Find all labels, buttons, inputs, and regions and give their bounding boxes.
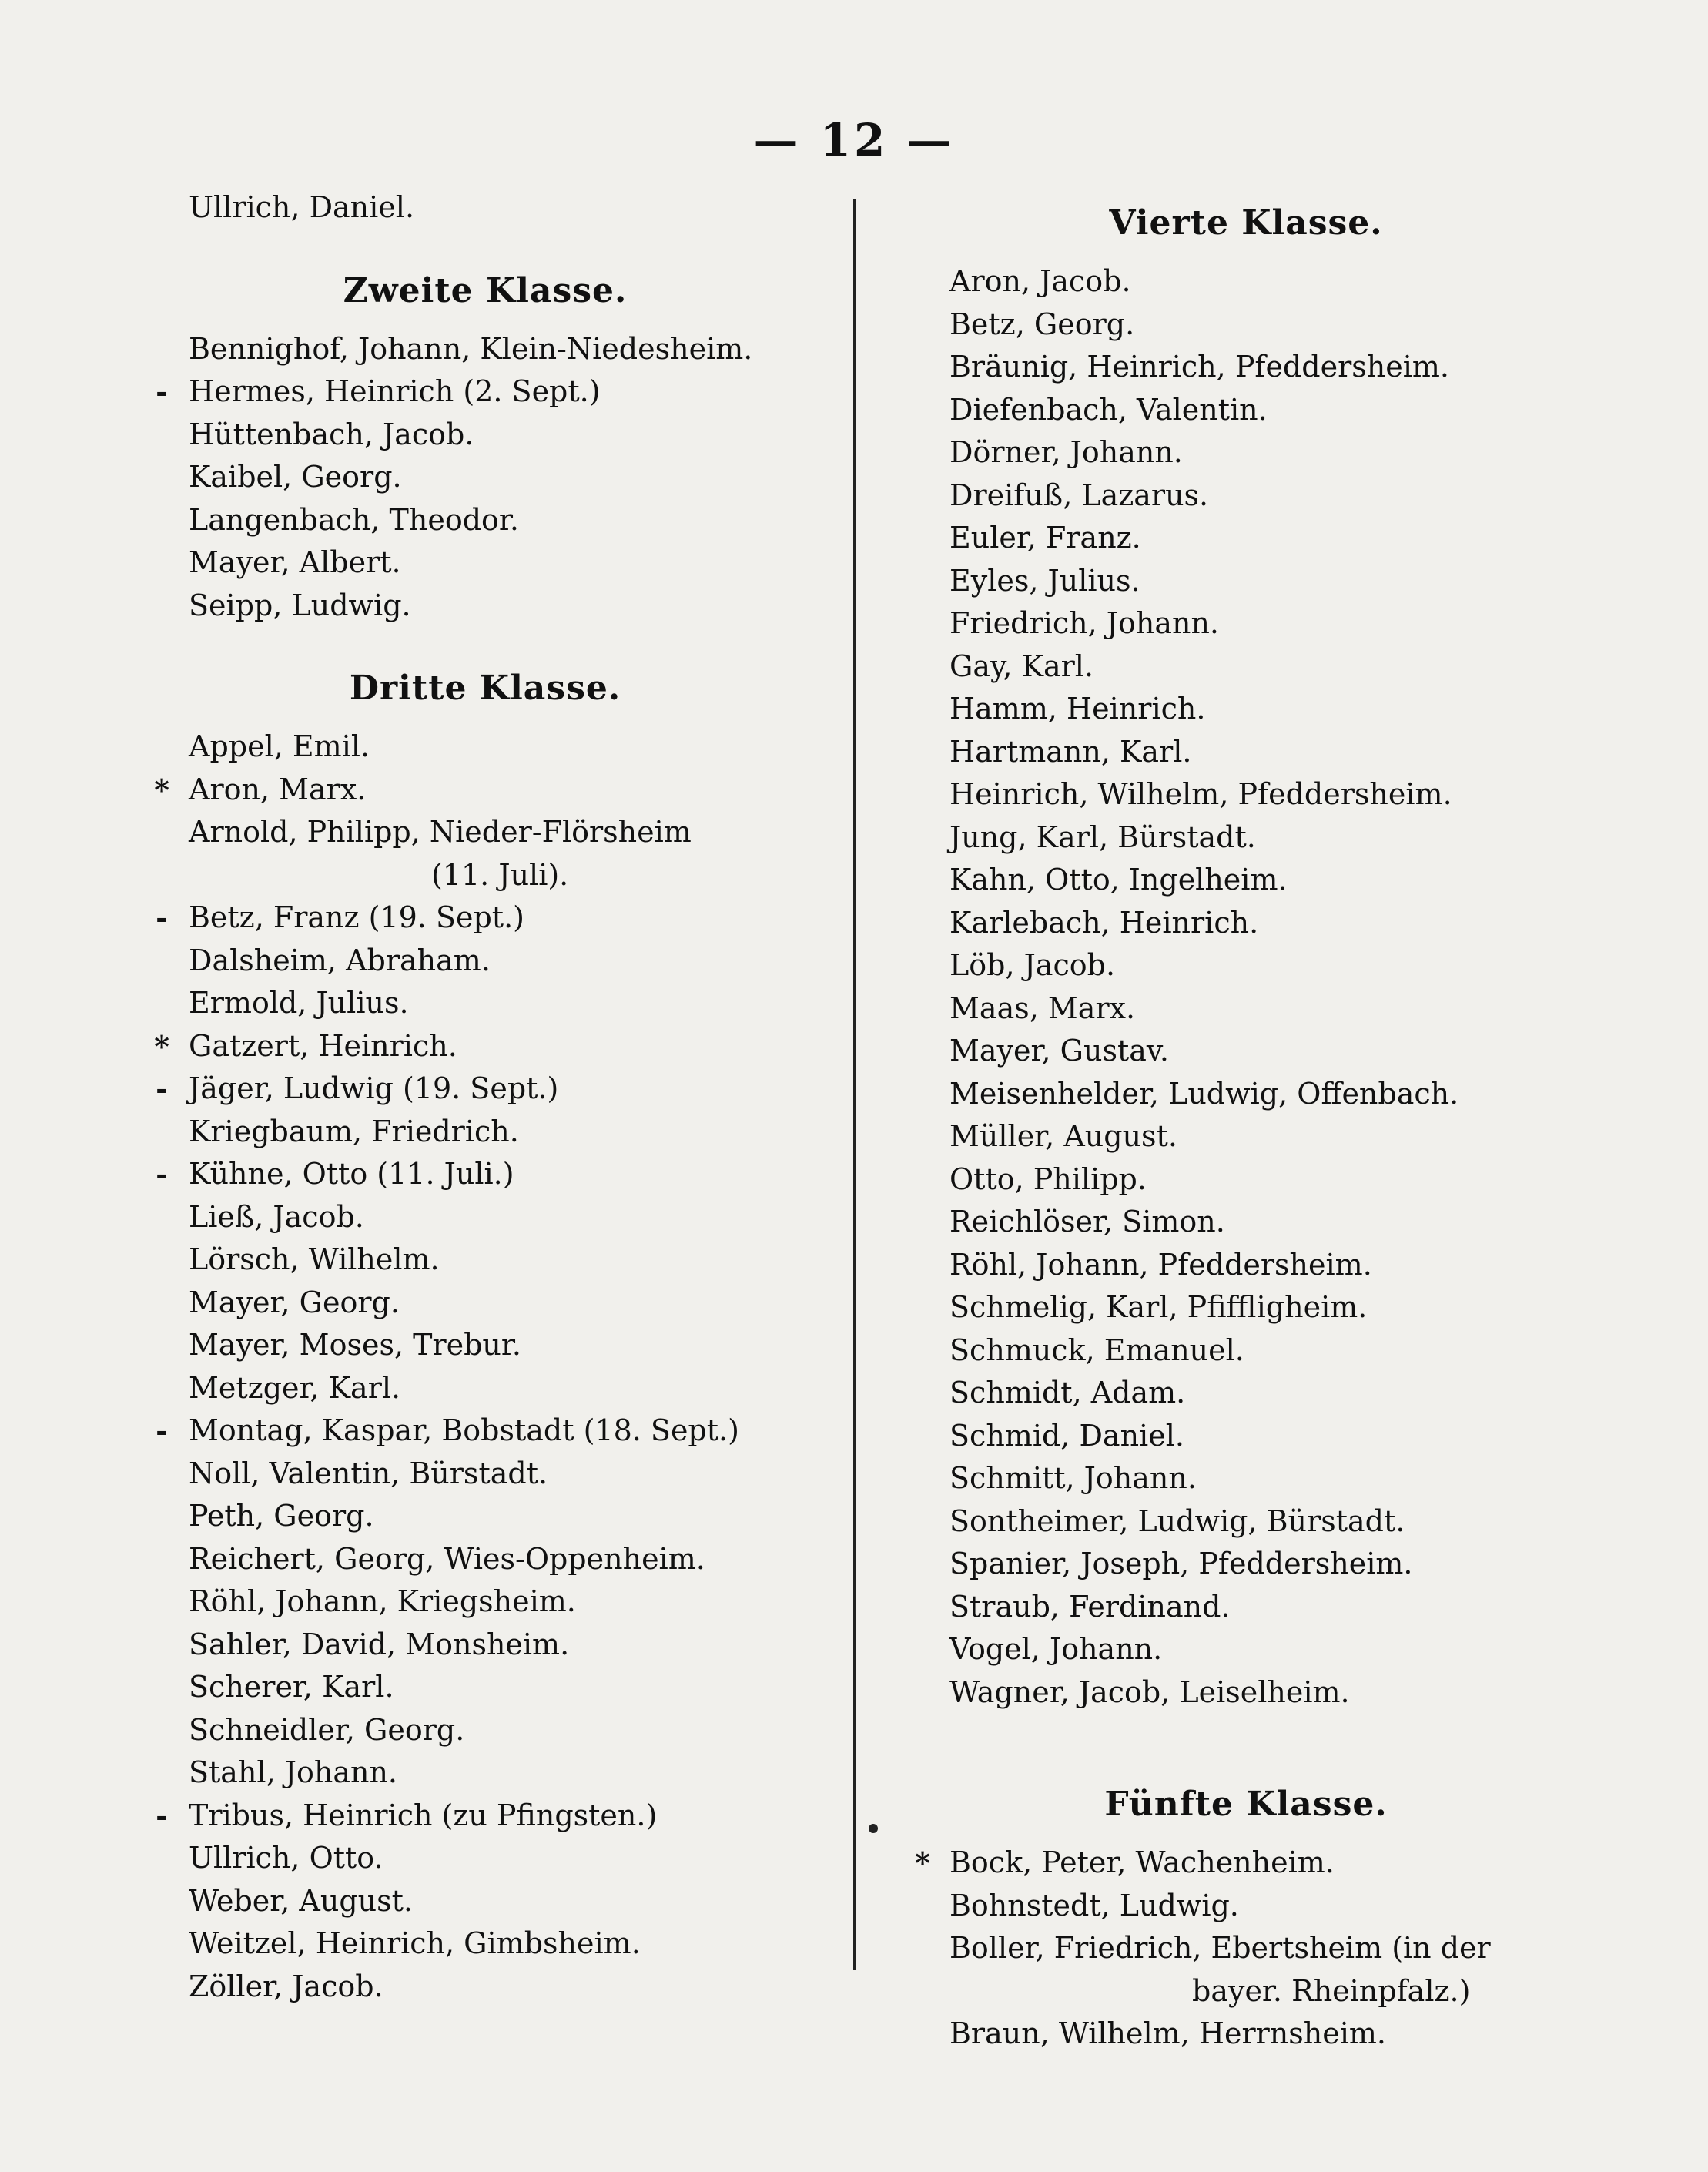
list-item (146, 1196, 824, 1239)
student-name: Bennighof, Johann, Klein-Niedesheim. (189, 331, 753, 366)
right-column (907, 186, 1585, 2056)
student-name: Bräunig, Heinrich, Pfeddersheim. (949, 350, 1449, 384)
student-name: Müller, August. (949, 1119, 1177, 1153)
list-item (146, 1025, 824, 1068)
list-item (907, 346, 1585, 389)
student-name: Schneidler, Georg. (189, 1712, 465, 1747)
student-name: Heinrich, Wilhelm, Pfeddersheim. (949, 777, 1452, 811)
student-name: Noll, Valentin, Bürstadt. (189, 1456, 548, 1490)
student-name: Friedrich, Johann. (949, 606, 1219, 640)
list-item (146, 1068, 824, 1111)
list-item (907, 1671, 1585, 1714)
list-item (146, 1624, 824, 1667)
list-item (146, 1666, 824, 1709)
list-item (907, 1842, 1585, 1885)
student-name: Mayer, Georg. (189, 1285, 400, 1319)
list-item (907, 1457, 1585, 1500)
student-name: Röhl, Johann, Pfeddersheim. (949, 1247, 1372, 1282)
list-item (907, 1158, 1585, 1202)
dash-marker: - (156, 1157, 168, 1192)
list-item (907, 1329, 1585, 1373)
student-name: Wagner, Jacob, Leiselheim. (949, 1674, 1350, 1709)
list-item (907, 1628, 1585, 1671)
list-item (146, 1709, 824, 1752)
list-item (907, 859, 1585, 902)
student-name: Boller, Friedrich, Ebertsheim (in der (949, 1931, 1491, 1965)
list-item (146, 1324, 824, 1367)
student-name: Meisenhelder, Ludwig, Offenbach. (949, 1076, 1459, 1111)
list-item (907, 1073, 1585, 1116)
student-name: (11. Juli). (431, 857, 569, 892)
student-name: Schmidt, Adam. (949, 1376, 1186, 1409)
student-name: Weber, August. (189, 1883, 413, 1918)
list-item (146, 1922, 824, 1966)
list-item (146, 726, 824, 769)
list-item-continuation (146, 854, 824, 897)
list-item (146, 1153, 824, 1196)
list-item (146, 414, 824, 457)
dash-marker: - (156, 1413, 168, 1448)
student-name: Braun, Wilhelm, Herrnsheim. (949, 2016, 1387, 2050)
list-item (907, 303, 1585, 347)
list-item (907, 645, 1585, 689)
list-item (146, 1367, 824, 1410)
list-item (146, 982, 824, 1025)
spacer (907, 1714, 1585, 1768)
list-item (146, 769, 824, 812)
list-item (146, 456, 824, 499)
column-divider (853, 199, 856, 1970)
list-item (146, 1580, 824, 1624)
student-name: Jäger, Ludwig (19. Sept.) (189, 1071, 559, 1105)
list-item (907, 1927, 1585, 1970)
student-name: Sontheimer, Ludwig, Bürstadt. (949, 1503, 1405, 1538)
asterisk-marker: * (915, 1845, 930, 1880)
list-item (146, 1837, 824, 1880)
list-item (146, 499, 824, 542)
student-name: Eyles, Julius. (949, 563, 1140, 598)
list-item (907, 816, 1585, 860)
student-name: Gatzert, Heinrich. (189, 1028, 457, 1063)
class-heading: Fünfte Klasse. (1104, 1785, 1388, 1824)
student-name: Reichlöser, Simon. (949, 1205, 1225, 1239)
student-name: bayer. Rheinpfalz.) (1192, 1973, 1471, 2008)
student-name: Hartmann, Karl. (949, 734, 1192, 769)
list-item (907, 731, 1585, 774)
list-item (907, 1500, 1585, 1544)
list-item (146, 1495, 824, 1538)
list-item (146, 1880, 824, 1923)
list-item (146, 1409, 824, 1453)
list-item (907, 902, 1585, 945)
class-heading: Zweite Klasse. (343, 270, 628, 310)
student-name: Kriegbaum, Friedrich. (189, 1114, 519, 1148)
asterisk-marker: * (154, 772, 169, 807)
class-heading: Vierte Klasse. (1109, 203, 1383, 243)
student-name: Otto, Philipp. (949, 1161, 1147, 1196)
list-item (146, 940, 824, 983)
list-item (146, 186, 824, 230)
student-name: Schmid, Daniel. (949, 1418, 1184, 1453)
student-name: Stahl, Johann. (189, 1755, 398, 1789)
student-name: Metzger, Karl. (189, 1370, 401, 1405)
list-item (907, 1115, 1585, 1158)
student-name: Bock, Peter, Wachenheim. (949, 1845, 1335, 1879)
ink-dot (869, 1824, 878, 1833)
student-name: Hüttenbach, Jacob. (189, 417, 474, 451)
list-item (907, 1586, 1585, 1629)
student-name: Scherer, Karl. (189, 1670, 394, 1704)
student-name: Mayer, Gustav. (949, 1034, 1169, 1068)
class-heading: Dritte Klasse. (349, 669, 621, 708)
list-item (907, 1244, 1585, 1287)
dash-marker: - (156, 374, 168, 409)
list-item (907, 602, 1585, 645)
student-name: Zöller, Jacob. (189, 1969, 383, 2003)
student-name: Bohnstedt, Ludwig. (949, 1888, 1239, 1922)
student-name: Weitzel, Heinrich, Gimbsheim. (189, 1926, 641, 1960)
student-name: Ullrich, Otto. (189, 1841, 383, 1875)
list-item (907, 1543, 1585, 1586)
list-item (907, 474, 1585, 518)
student-name: Schmitt, Johann. (949, 1461, 1197, 1495)
student-name: Sahler, David, Monsheim. (189, 1627, 570, 1661)
list-item (907, 1415, 1585, 1458)
list-item (907, 560, 1585, 603)
student-name: Langenbach, Theodor. (189, 502, 520, 537)
student-name: Maas, Marx. (949, 990, 1136, 1025)
student-name: Ullrich, Daniel. (189, 190, 415, 224)
list-item (907, 1372, 1585, 1415)
student-name: Ermold, Julius. (189, 986, 409, 1020)
list-item (146, 811, 824, 854)
student-name: Dalsheim, Abraham. (189, 943, 491, 977)
list-item (146, 1751, 824, 1795)
student-name: Betz, Georg. (949, 307, 1135, 341)
list-item (907, 389, 1585, 432)
student-name: Ließ, Jacob. (189, 1199, 364, 1234)
list-item (146, 541, 824, 585)
student-name: Spanier, Joseph, Pfeddersheim. (949, 1547, 1413, 1580)
dash-marker: - (156, 1798, 168, 1833)
student-name: Betz, Franz (19. Sept.) (189, 900, 524, 934)
student-name: Mayer, Albert. (189, 545, 401, 579)
list-item (146, 370, 824, 414)
spacer (146, 627, 824, 652)
student-name: Gay, Karl. (949, 649, 1094, 683)
list-item (907, 987, 1585, 1031)
student-name: Straub, Ferdinand. (949, 1589, 1231, 1624)
student-name: Seipp, Ludwig. (189, 588, 411, 622)
list-item (907, 944, 1585, 987)
list-item (146, 1538, 824, 1581)
student-name: Lörsch, Wilhelm. (189, 1242, 440, 1276)
list-item (146, 328, 824, 371)
list-item (146, 1239, 824, 1282)
student-name: Hermes, Heinrich (2. Sept.) (189, 374, 601, 408)
list-item (907, 2013, 1585, 2056)
student-name: Tribus, Heinrich (zu Pfingsten.) (189, 1798, 658, 1832)
list-item (907, 260, 1585, 303)
list-item (146, 1111, 824, 1154)
list-item (146, 1453, 824, 1496)
student-name: Arnold, Philipp, Nieder-Flörsheim (189, 815, 692, 849)
student-name: Peth, Georg. (189, 1499, 374, 1533)
list-item (907, 431, 1585, 474)
student-name: Kahn, Otto, Ingelheim. (949, 863, 1288, 897)
student-name: Aron, Jacob. (949, 264, 1131, 298)
student-name: Aron, Marx. (189, 772, 367, 806)
list-item (907, 1286, 1585, 1329)
list-item (146, 1795, 824, 1838)
student-name: Mayer, Moses, Trebur. (189, 1328, 521, 1362)
list-item (907, 1201, 1585, 1244)
student-name: Röhl, Johann, Kriegsheim. (189, 1584, 576, 1618)
list-item (907, 517, 1585, 560)
list-item (146, 897, 824, 940)
student-name: Löb, Jacob. (949, 948, 1116, 982)
student-name: Vogel, Johann. (949, 1632, 1163, 1666)
dash-marker: - (156, 1071, 168, 1106)
list-item (907, 1030, 1585, 1073)
student-name: Euler, Franz. (949, 521, 1141, 555)
list-item (146, 1282, 824, 1325)
student-name: Kaibel, Georg. (189, 460, 402, 494)
student-name: Schmelig, Karl, Pfiffligheim. (949, 1290, 1368, 1324)
student-name: Dreifuß, Lazarus. (949, 478, 1209, 512)
list-item (907, 773, 1585, 816)
page-number: — 12 — (753, 114, 955, 166)
dash-marker: - (156, 900, 168, 935)
student-name: Montag, Kaspar, Bobstadt (18. Sept.) (189, 1413, 739, 1447)
left-column (146, 186, 824, 2008)
asterisk-marker: * (154, 1028, 169, 1064)
spacer (146, 230, 824, 254)
list-item (146, 1966, 824, 2009)
student-name: Dörner, Johann. (949, 435, 1183, 469)
list-item (907, 1885, 1585, 1928)
student-name: Reichert, Georg, Wies-Oppenheim. (189, 1541, 705, 1576)
student-name: Hamm, Heinrich. (949, 692, 1206, 726)
student-name: Schmuck, Emanuel. (949, 1332, 1244, 1367)
student-name: Karlebach, Heinrich. (949, 905, 1259, 940)
student-name: Jung, Karl, Bürstadt. (949, 820, 1256, 854)
student-name: Diefenbach, Valentin. (949, 392, 1268, 427)
student-name: Kühne, Otto (11. Juli.) (189, 1157, 514, 1191)
list-item (146, 585, 824, 628)
list-item (907, 688, 1585, 731)
student-name: Appel, Emil. (189, 729, 370, 763)
list-item-continuation (907, 1970, 1585, 2013)
